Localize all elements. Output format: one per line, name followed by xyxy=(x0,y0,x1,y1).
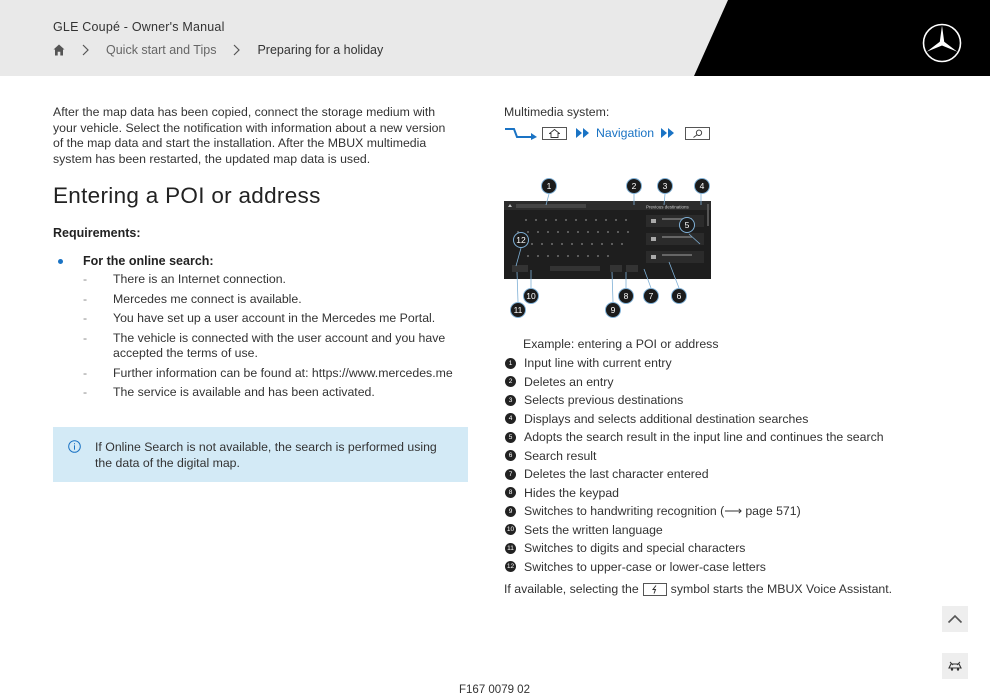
number-badge: 3 xyxy=(505,395,516,406)
callout-11: 11 xyxy=(510,302,526,318)
number-badge: 1 xyxy=(505,358,516,369)
voice-control-icon xyxy=(650,585,660,594)
mercedes-star-logo[interactable] xyxy=(922,23,962,63)
requirements-bullet xyxy=(53,254,458,268)
info-icon xyxy=(68,440,81,453)
navigation-link[interactable]: Navigation xyxy=(596,126,655,140)
number-badge: 9 xyxy=(505,506,516,517)
figure-legend xyxy=(504,337,924,576)
navigation-path xyxy=(504,125,718,141)
left-column xyxy=(53,105,458,405)
callout-12: 12 xyxy=(513,232,529,248)
multimedia-label: Multimedia system: xyxy=(504,105,610,119)
vehicle-button[interactable] xyxy=(942,653,968,679)
double-arrow-icon xyxy=(660,127,676,139)
voice-button-symbol xyxy=(643,583,667,596)
page-header xyxy=(0,0,990,76)
legend-item: 4 Displays and selects additional destination searches xyxy=(504,410,924,429)
right-column xyxy=(504,105,924,119)
note-text: If Online Search is not available, the search is performed using the data of the digital map. xyxy=(95,440,437,470)
number-badge: 10 xyxy=(506,526,515,534)
callout-5: 5 xyxy=(679,217,695,233)
breadcrumb-current: Preparing for a holiday xyxy=(257,43,384,57)
voice-assistant-note xyxy=(504,582,892,596)
dash-marker: - xyxy=(83,330,88,345)
legend-item: 7 Deletes the last character entered xyxy=(504,465,924,484)
number-badge: 11 xyxy=(505,543,516,554)
voice-text-before: If available, selecting the xyxy=(504,582,639,596)
callout-2: 2 xyxy=(626,178,642,194)
list-item: - Mercedes me connect is available. xyxy=(83,291,302,306)
list-item: - The vehicle is connected with the user account and you have accepted the terms of use. xyxy=(83,330,446,361)
figure-caption: Example: entering a POI or address xyxy=(523,337,719,351)
home-icon xyxy=(549,129,560,138)
figure-code: F167 0079 02 xyxy=(459,684,530,696)
legend-item: 11 Switches to digits and special characters xyxy=(504,539,924,558)
number-badge: 5 xyxy=(505,432,516,443)
arrow-right-icon xyxy=(504,126,538,140)
chevron-up-icon xyxy=(947,614,963,624)
home-button-symbol xyxy=(542,127,567,140)
callout-6: 6 xyxy=(671,288,687,304)
list-item: - You have set up a user account in the Mercedes me Portal. xyxy=(83,311,436,326)
number-badge: 4 xyxy=(505,413,516,424)
car-icon xyxy=(947,660,963,672)
intro-paragraph: After the map data has been copied, connect the storage medium with your vehicle. Select the notification with information about a new version of the map data and start the installation. After the MBUX multimedia system has been restarted, the updated map data is used. xyxy=(53,105,446,166)
number-badge: 7 xyxy=(505,469,516,480)
manual-title: GLE Coupé - Owner's Manual xyxy=(53,20,225,34)
legend-item: 8 Hides the keypad xyxy=(504,484,924,503)
number-badge: 8 xyxy=(505,487,516,498)
dash-marker: - xyxy=(83,311,88,326)
info-note xyxy=(53,427,468,482)
dash-marker: - xyxy=(83,272,88,287)
double-arrow-icon xyxy=(575,127,591,139)
svg-text:Previous destinations: Previous destinations xyxy=(646,204,689,210)
legend-item: 10 Sets the written language xyxy=(506,522,663,537)
list-item: - There is an Internet connection. xyxy=(83,272,286,287)
callout-10: 10 xyxy=(523,288,539,304)
requirements-label: Requirements: xyxy=(53,226,141,241)
list-item: - Further information can be found at: https://www.mercedes.me xyxy=(83,365,453,380)
legend-item: 3 Selects previous destinations xyxy=(504,391,924,410)
voice-text-after: symbol starts the MBUX Voice Assistant. xyxy=(670,582,893,596)
legend-item: 12 Switches to upper-case or lower-case letters xyxy=(506,559,766,574)
scroll-top-button[interactable] xyxy=(942,606,968,632)
breadcrumb-link[interactable]: Quick start and Tips xyxy=(106,43,217,57)
home-icon[interactable] xyxy=(53,44,65,56)
chevron-right-icon xyxy=(79,44,95,56)
callout-9: 9 xyxy=(605,302,621,318)
callout-3: 3 xyxy=(657,178,673,194)
legend-item: 5 Adopts the search result in the input line and continues the search xyxy=(504,428,924,447)
list-item: - The service is available and has been activated. xyxy=(83,385,375,400)
callout-7: 7 xyxy=(643,288,659,304)
number-badge: 6 xyxy=(505,450,516,461)
dash-marker: - xyxy=(83,291,88,306)
callout-8: 8 xyxy=(618,288,634,304)
poi-input-screenshot xyxy=(504,178,714,320)
number-badge: 12 xyxy=(506,563,515,571)
breadcrumb xyxy=(53,42,383,58)
section-title: Entering a POI or address xyxy=(53,183,321,209)
number-badge: 2 xyxy=(505,376,516,387)
requirements-list xyxy=(53,272,458,401)
dash-marker: - xyxy=(83,365,88,380)
legend-item: 9 Switches to handwriting recognition (⟶ page 571) xyxy=(504,502,924,521)
legend-item: 6 Search result xyxy=(504,447,924,466)
bullet-dot xyxy=(58,259,63,264)
chevron-right-icon xyxy=(230,44,246,56)
bullet-label: For the online search: xyxy=(83,254,214,269)
search-button-symbol xyxy=(685,127,710,140)
callout-1: 1 xyxy=(541,178,557,194)
dash-marker: - xyxy=(83,385,88,400)
legend-item: 2 Deletes an entry xyxy=(504,373,924,392)
search-icon xyxy=(692,129,704,138)
legend-item: 1 Input line with current entry xyxy=(504,354,924,373)
callout-4: 4 xyxy=(694,178,710,194)
